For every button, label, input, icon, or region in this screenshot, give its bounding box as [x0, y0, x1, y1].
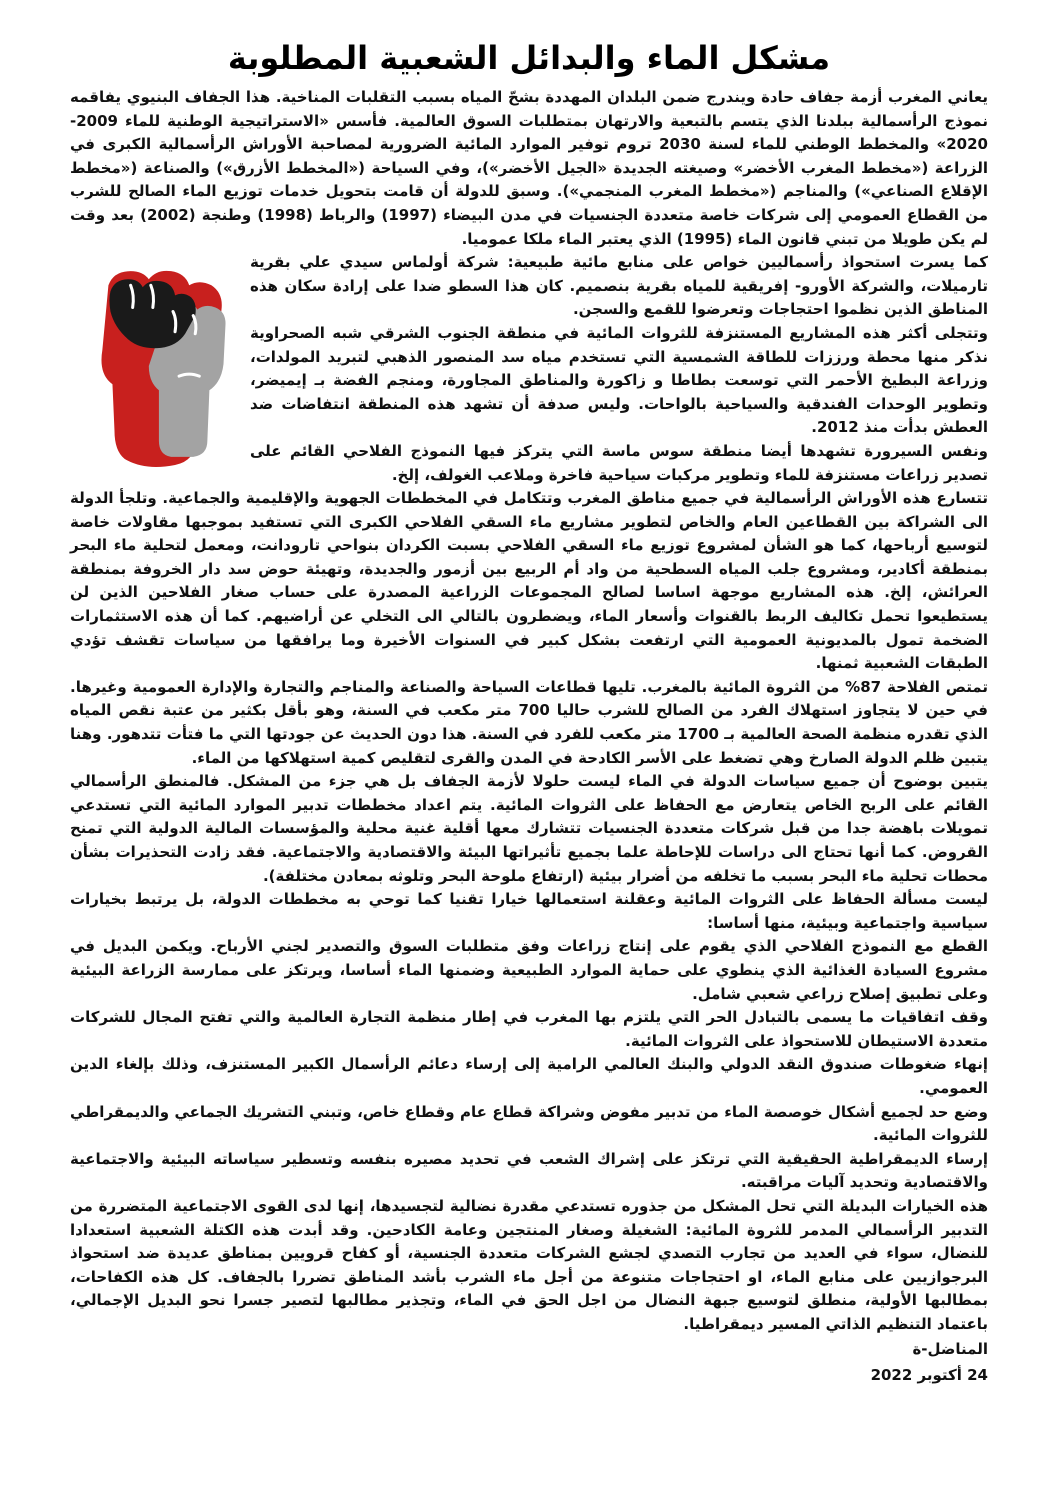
paragraph-9: القطع مع النموذج الفلاحي الذي يقوم على إنتاج زراعات وفق متطلبات السوق والتصدير لجني الأرباح. ويكمن البديل في مشروع السيادة الغذائية الذي ينطوي على حماية الموارد الطبيعية وضمنها الماء أساسا، ويرتكز على ممارسة الزراعة البيئية وعلى تطبيق إصلاح زراعي شعبي شامل. [70, 937, 988, 1003]
paragraph-13: إرساء الديمقراطية الحقيقية التي ترتكز على إشراك الشعب في تحديد مصيره بنفسه وتسطير سياساته البيئية والاجتماعية والاقتصادية وتحديد آليات مراقبته. [70, 1149, 988, 1192]
paragraph-6: تمتص الفلاحة 87% من الثروة المائية بالمغرب. تليها قطاعات السياحة والصناعة والمناجم والتجارة والإدارة العمومية وغيرها. في حين لا يتجاوز استهلاك الفرد من الصالح للشرب حاليا 700 متر مكعب في السنة، وهو بأقل بكثير من عتبة نقص المياه الذي تقدره منظمة الصحة العالمية بـ 1700 متر مكعب للفرد في السنة. هذا دون الحديث عن جودتها التي ما فتأت تتدهور. وهنا يتبين ظلم الدولة الصارخ وهي تضغط على الأسر الكادحة في المدن والقرى لتقليص كمية استهلاكها من الماء. [70, 677, 989, 767]
paragraph-10: وقف اتفاقيات ما يسمى بالتبادل الحر التي يلتزم بها المغرب في إطار منظمة التجارة العالمية والتي تفتح المجال للشركات متعددة الاستيطان للاستحواذ على الثروات المائية. [70, 1008, 988, 1050]
paragraph-4: ونفس السيرورة تشهدها أيضا منطقة سوس ماسة التي يتركز فيها النموذج الفلاحي القائم على تصدير زراعات مستنزفة للماء وتطوير مركبات سياحية فاخرة وملاعب الغولف، إلخ. [250, 441, 988, 484]
paragraph-7: يتبين بوضوح أن جميع سياسات الدولة في الماء ليست حلولا لأزمة الجفاف بل هي جزء من المشكل. فالمنطق الرأسمالي القائم على الربح الخاص يتعارض مع الحفاظ على الثروات المائية. يتم اعداد مخططات تدبير الموارد المائية التي تستدعي تمويلات باهضة جدا من قبل شركات متعددة الجنسيات تتشارك معها أقلية غنية محلية والمؤسسات المالية الدولية التي تمنح القروض. كما أنها تحتاج الى دراسات للإحاطة علما بجميع تأثيراتها البيئة والاقتصادية والاجتماعية. فقد زادت التحذيرات بشأن محطات تحلية ماء البحر بسبب ما تخلفه من أضرار بيئية (ارتفاع ملوحة البحر وتلوثه بمعادن مختلفة). [70, 772, 988, 885]
paragraph-5: تتسارع هذه الأوراش الرأسمالية في جميع مناطق المغرب وتتكامل في المخططات الجهوية والإقليمية والجماعية. وتلجأ الدولة الى الشراكة بين القطاعين العام والخاص لتطوير مشاريع ماء السقي الفلاحي الكبرى التي تستفيد بموجبها مقاولات خاصة لتوسيع أرباحها، كما هو الشأن لمشروع توزيع ماء السقي الفلاحي بسبت الكردان بنواحي تارودانت، ومعمل لتحلية ماء البحر بمنطقة أكادير، ومشروع جلب المياه السطحية من واد أم الربيع بين أزمور والجديدة، وتهيئة حوض سد دار الخروفة بمنطقة العرائش، إلخ. هذه المشاريع موجهة اساسا لصالح المجموعات الزراعية المصدرة على حساب صغار الفلاحين الذين لن يستطيعوا تحمل تكاليف الربط بالقنوات وأسعار الماء، ويضطرون بالتالي الى التخلي عن أراضيهم. كما أن هذه الاستثمارات الضخمة تمول بالمديونية العمومية التي ارتفعت بشكل كبير في السنوات الأخيرة وما يرافقها من سياسات تقشف تؤدي الطبقات الشعبية ثمنها. [70, 489, 988, 673]
paragraph-8: ليست مسألة الحفاظ على الثروات المائية وعقلنة استعمالها خيارا تقنيا كما توحي به مخططات الدولة، بل يرتبط بخيارات سياسية واجتماعية وبيئية، منها أساسا: [70, 890, 988, 932]
document-page [70, 38, 988, 1478]
paragraph-12: وضع حد لجميع أشكال خوصصة الماء من تدبير مفوض وشراكة قطاع عام وقطاع خاص، وتبني التشريك الجماعي والديمقراطي للثروات المائية. [70, 1102, 988, 1145]
paragraph-2: كما يسرت استحواذ رأسماليين خواص على منابع مائية طبيعية: شركة أولماس سيدي علي بقرية تارميلات، والشركة الأورو- إفريقية للمياه بقرية بنصميم. كان هذا السطو ضدا على إرادة سكان هذه المناطق الذين نظموا احتجاجات وتعرضوا للقمع والسجن. [250, 253, 988, 319]
paragraph-14: هذه الخيارات البديلة التي تحل المشكل من جذوره تستدعي مقدرة نضالية لتجسيدها، إنها لدى القوى الاجتماعية المتضررة من التدبير الرأسمالي المدمر للثروة المائية: الشغيلة وصغار المنتجين وعامة الكادحين. وقد أبدت هذه الكتلة الشعبية استعدادا للنضال، سواء في العديد من تجارب التصدي لجشع الشركات متعددة الجنسية، أو كفاح قرويين بمناطق عديدة ضد استحواذ البرجوازيين على منابع الماء، او احتجاجات متنوعة من أجل ماء الشرب بأشد المناطق تضررا بالجفاف. كل هذه الكفاحات، بمطالبها الأولية، منطلق لتوسيع جبهة النضال من اجل الحق في الماء، وتجذير مطالبها لتصير جسرا نحو البديل الإجمالي، باعتماد التنظيم الذاتي المسير ديمقراطيا. [70, 1196, 988, 1333]
publication-date: 24 أكتوبر 2022 [870, 1366, 988, 1385]
signature: المناضل-ة [912, 1340, 988, 1359]
paragraph-3: وتتجلى أكثر هذه المشاريع المستنزفة للثروات المائية في منطقة الجنوب الشرقي شبه الصحراوية نذكر منها محطة ورززات للطاقة الشمسية التي تستخدم مياه سد المنصور الذهبي لتبريد المولدات، وزراعة البطيخ الأحمر التي توسعت بطاطا و زاكورة والمناطق المجاورة، ومنجم الفضة بـ إيميضر، وتطوير الوحدات الفندقية والسياحية بالواحات. وليس صدفة أن تشهد هذه المنطقة انتفاضات ضد العطش بدأت منذ 2012. [250, 323, 988, 437]
raised-fists-icon [88, 255, 250, 467]
page-title: مشكل الماء والبدائل الشعبية المطلوبة [227, 39, 831, 77]
paragraph-11: إنهاء ضغوطات صندوق النقد الدولي والبنك العالمي الرامية إلى إرساء دعائم الرأسمال الكبير المستنزف، وذلك بإلغاء الدين العمومي. [70, 1055, 988, 1097]
paragraph-1: يعاني المغرب أزمة جفاف حادة ويندرج ضمن البلدان المهددة بشحّ المياه بسبب التقلبات المناخية. هذا الجفاف البنيوي يفاقمه نموذج الرأسمالية ببلدنا الذي يتسم بالتبعية والارتهان بمتطلبات السوق العالمية. فأسس «الاستراتيجية الوطنية للماء 2009-2020» والمخطط الوطني للماء لسنة 2030 تروم توفير الموارد المائية الضرورية لمصاحبة الأوراش الرأسمالية الكبرى في الزراعة («مخطط المغرب الأخضر» وصيغته الجديدة «الجيل الأخضر»)، وفي السياحة («المخطط الأزرق») والصناعة («مخطط الإقلاع الصناعي») والمناجم («مخطط المغرب المنجمي»). وسبق للدولة أن قامت بتحويل خدمات توزيع الماء الصالح للشرب من القطاع العمومي إلى شركات خاصة متعددة الجنسيات في مدن البيضاء (1997) والرباط (1998) وطنجة (2002) بعد وقت لم يكن طويلا من تبني قانون الماء (1995) الذي يعتبر الماء ملكا عموميا. [70, 88, 988, 248]
